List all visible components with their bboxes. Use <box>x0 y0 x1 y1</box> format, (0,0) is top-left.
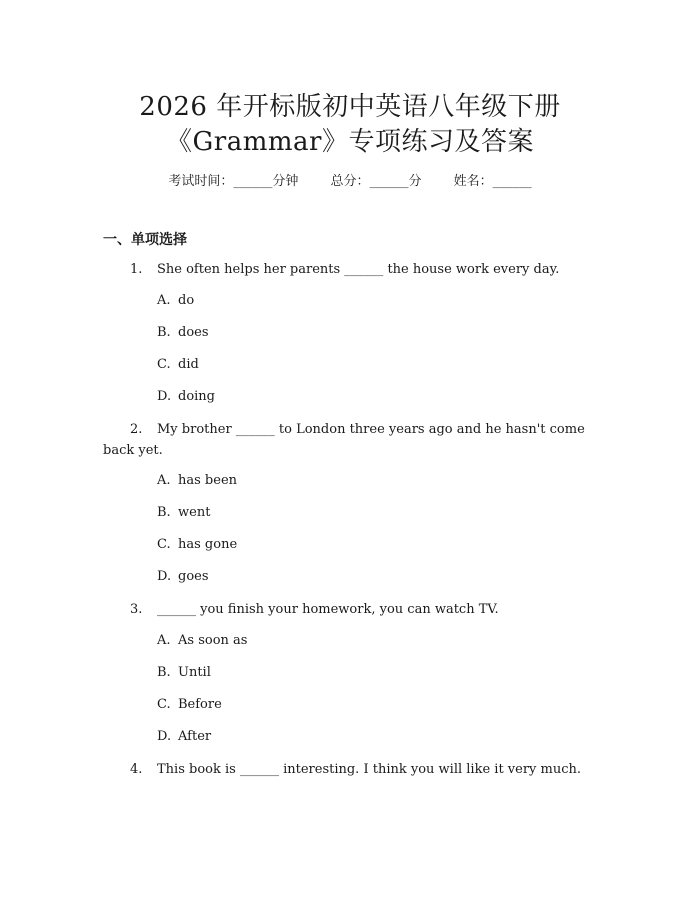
question-4 <box>103 759 585 780</box>
exam-time: 考试时间：______分钟 <box>168 174 299 189</box>
question-1 <box>103 259 585 280</box>
option-1d: D. doing <box>157 389 216 404</box>
question-number: 3. <box>130 602 143 617</box>
option-1a: A. do <box>157 293 195 308</box>
question-text: ______ you finish your homework, you can watch TV. <box>157 602 499 617</box>
question-number: 4. <box>130 762 143 777</box>
option-3d: D. After <box>157 729 212 744</box>
question-text: She often helps her parents ______ the house work every day. <box>157 262 560 277</box>
option-3a: A. As soon as <box>157 633 248 648</box>
exam-name: 姓名：______ <box>453 174 532 189</box>
option-1c: C. did <box>157 357 199 372</box>
option-3b: B. Until <box>157 665 211 680</box>
question-3 <box>103 599 585 620</box>
option-2a: A. has been <box>157 473 238 488</box>
question-number: 1. <box>130 262 143 277</box>
option-1b: B. does <box>157 325 209 340</box>
section-title: 一、单项选择 <box>103 232 187 248</box>
exam-total-score: 总分：______分 <box>330 174 422 189</box>
document-title-line1: 2026 年开标版初中英语八年级下册 <box>139 92 561 122</box>
question-number: 2. <box>130 422 143 437</box>
exam-meta <box>0 170 700 189</box>
option-2b: B. went <box>157 505 211 520</box>
question-text: My brother ______ to London three years ago and he hasn't come back yet. <box>103 422 585 458</box>
question-text: This book is ______ interesting. I think you will like it very much. <box>157 762 582 777</box>
document-title-line2: 《Grammar》专项练习及答案 <box>166 127 534 157</box>
option-2c: C. has gone <box>157 537 238 552</box>
option-2d: D. goes <box>157 569 209 584</box>
option-3c: C. Before <box>157 697 222 712</box>
question-2 <box>103 419 585 461</box>
